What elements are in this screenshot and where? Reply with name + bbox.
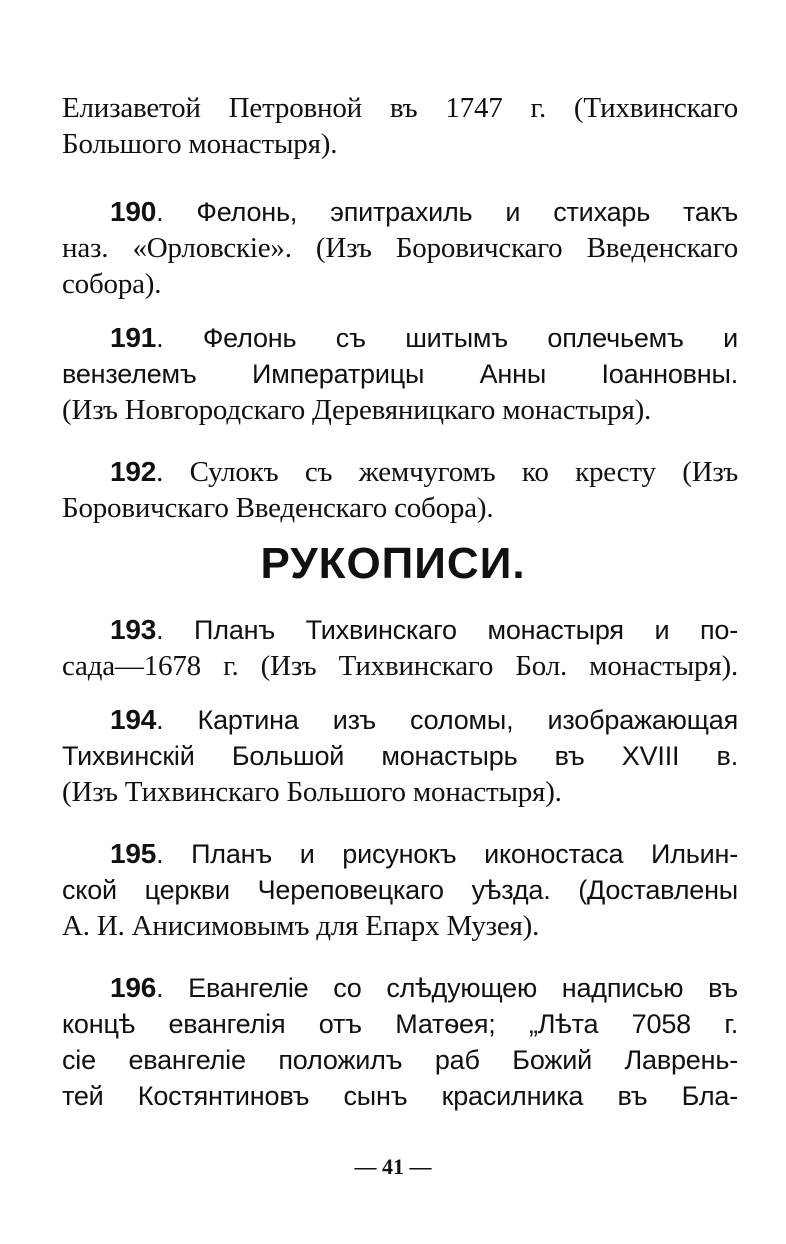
continuation-line-1	[62, 90, 738, 126]
text-line: . Сулокъ съ жемчугомъ ко кресту (Изъ	[156, 456, 738, 488]
entry-194-line-3	[62, 774, 738, 810]
text-line: Тихвинскій Большой монастырь въ XVIII в.	[62, 741, 738, 771]
text-line: (Изъ Тихвинскаго Большого монастыря).	[62, 776, 562, 808]
text-line: . Планъ Тихвинскаго монастыря и по-	[156, 615, 738, 645]
entry-191-line-2	[62, 356, 738, 392]
entry-196-line-1	[62, 970, 738, 1006]
text-line: Елизаветой Петровной въ 1747 г. (Тихвинскаго	[62, 92, 738, 124]
text-line: . Картина изъ соломы, изображающая	[156, 705, 738, 735]
entry-196-line-4	[62, 1078, 738, 1114]
page-number: — 41 —	[354, 1154, 432, 1179]
entry-191-line-3	[62, 392, 738, 428]
text-line: сада—1678 г. (Изъ Тихвинскаго Бол. монастыря).	[62, 650, 738, 682]
entry-number: 190	[110, 196, 157, 227]
entry-190-line-3	[62, 266, 738, 302]
text-line: . Планъ и рисунокъ иконостаса Ильин-	[156, 839, 738, 869]
entry-number: 193	[110, 614, 157, 645]
entry-194-line-2	[62, 738, 738, 774]
section-heading: РУКОПИСИ.	[260, 539, 526, 588]
text-line: тей Костянтиновъ сынъ красилника въ Бла-	[62, 1081, 738, 1111]
entry-number: 191	[110, 322, 157, 353]
entry-196-line-3	[62, 1042, 738, 1078]
text-line: . Фелонь съ шитымъ оплечьемъ и	[156, 323, 738, 353]
entry-195-line-3	[62, 908, 738, 944]
entry-190-line-2	[62, 230, 738, 266]
entry-195-line-1	[62, 836, 738, 872]
entry-number: 196	[110, 972, 157, 1003]
continuation-line-2	[62, 126, 738, 162]
entry-194-line-1	[62, 702, 738, 738]
entry-193-line-2	[62, 648, 738, 684]
text-line: вензелемъ Императрицы Анны Іоанновны.	[62, 359, 738, 389]
entry-195-line-2	[62, 872, 738, 908]
text-line: А. И. Анисимовымъ для Епарх Музея).	[62, 910, 540, 942]
entry-number: 192	[110, 456, 157, 487]
entry-number: 195	[110, 838, 157, 869]
entry-193-line-1	[62, 612, 738, 648]
entry-192-line-1	[62, 454, 738, 490]
text-line: Боровичскаго Введенскаго собора).	[62, 492, 494, 524]
text-line: собора).	[62, 268, 162, 300]
entry-number: 194	[110, 704, 157, 735]
text-line: ской церкви Череповецкаго уѣзда. (Доставлены	[62, 875, 738, 905]
text-line: . Евангеліе со слѣдующею надписью въ	[156, 973, 738, 1003]
text-line: сіе евангеліе положилъ раб Божий Лаврень-	[62, 1045, 738, 1075]
text-line: Большого монастыря).	[62, 128, 338, 160]
text-line: (Изъ Новгородскаго Деревяницкаго монастыря).	[62, 394, 652, 426]
entry-196-line-2	[62, 1006, 738, 1042]
text-line: . Фелонь, эпитрахиль и стихарь такъ	[156, 197, 738, 227]
text-line: концѣ евангелія отъ Матѳея; „Лѣта 7058 г.	[62, 1009, 738, 1039]
entry-191-line-1	[62, 320, 738, 356]
entry-190-line-1	[62, 194, 738, 230]
entry-192-line-2	[62, 490, 738, 526]
text-line: наз. «Орловскіе». (Изъ Боровичскаго Введенскаго	[62, 232, 738, 264]
